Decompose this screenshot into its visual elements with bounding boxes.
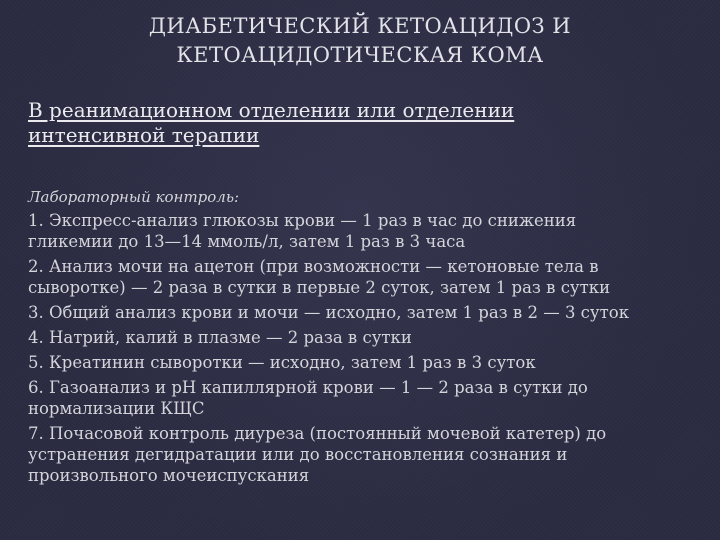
section-heading-line-2: интенсивной терапии — [28, 123, 260, 147]
list-item-line: сыворотке) — 2 раза в сутки в первые 2 суток, затем 1 раз в сутки — [28, 278, 611, 297]
list-item-line: гликемии до 13—14 ммоль/л, затем 1 раз в 3 часа — [28, 232, 466, 251]
title-line-1: ДИАБЕТИЧЕСКИЙ КЕТОАЦИДОЗ И — [148, 14, 572, 38]
list-item-line: 6. Газоанализ и pH капиллярной крови — 1 — 2 раза в сутки до — [28, 378, 588, 397]
list-item — [28, 256, 708, 298]
list-item-line: произвольного мочеиспускания — [28, 466, 310, 485]
list-item-line: нормализации КЩС — [28, 399, 205, 418]
list-item — [28, 352, 708, 373]
list-item — [28, 377, 708, 419]
list-item-line: устранения дегидратации или до восстановления сознания и — [28, 445, 568, 464]
list-item — [28, 302, 708, 323]
slide-title — [0, 12, 720, 70]
list-item-line: 2. Анализ мочи на ацетон (при возможности — кетоновые тела в — [28, 257, 599, 276]
list-item-line: 7. Почасовой контроль диуреза (постоянный мочевой катетер) до — [28, 424, 607, 443]
list-item — [28, 327, 708, 348]
list-item — [28, 423, 708, 486]
content-body — [28, 187, 708, 490]
section-heading — [28, 98, 698, 148]
list-item-line: 5. Креатинин сыворотки — исходно, затем 1 раз в 3 суток — [28, 353, 536, 372]
list-item-line: 1. Экспресс-анализ глюкозы крови — 1 раз в час до снижения — [28, 211, 577, 230]
lab-control-label: Лабораторный контроль: — [28, 188, 240, 206]
list-item-line: 4. Натрий, калий в плазме — 2 раза в сутки — [28, 328, 412, 347]
title-line-2: КЕТОАЦИДОТИЧЕСКАЯ КОМА — [176, 43, 544, 67]
list-item — [28, 210, 708, 252]
section-heading-line-1: В реанимационном отделении или отделении — [28, 98, 515, 122]
list-item-line: 3. Общий анализ крови и мочи — исходно, затем 1 раз в 2 — 3 суток — [28, 303, 630, 322]
